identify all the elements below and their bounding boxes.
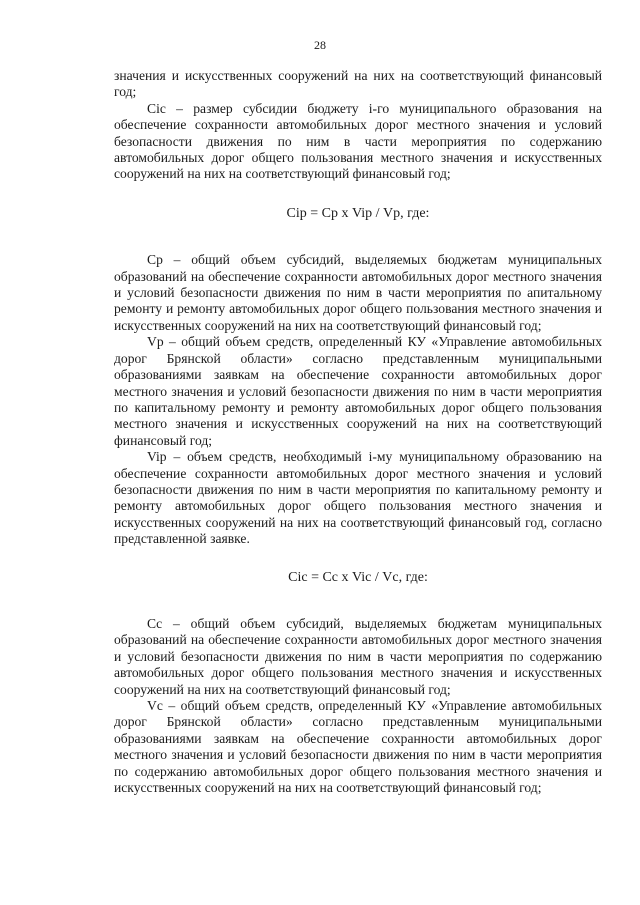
paragraph-cp-definition: Ср – общий объем субсидий, выделяемых бюджетам муниципальных образований на обеспечение сохранности автомобильных дорог местного значения и условий безопасности движения по ним в части мероприятия по апитальному ремонту и ремонту автомобильных дорог общего пользования местного значения и искусственных сооружений на них на соответствующий финансовый год; bbox=[114, 252, 602, 333]
paragraph-vip-definition: Viр – объем средств, необходимый i-му муниципальному образованию на обеспечение сохранности автомобильных дорог местного значения и условий безопасности движения по ним в части мероприятия по капитальному ремонту и ремонту автомобильных дорог общего пользования местного значения и искусственных сооружений на них на соответствующий финансовый год, согласно представленной заявке. bbox=[114, 449, 602, 547]
formula-cip: Ciр = Ср х Viр / Vр, где: bbox=[286, 205, 430, 221]
page-number: 28 bbox=[314, 38, 326, 52]
formula-cic: Ciс = Cс х Viс / Vс, где: bbox=[288, 569, 428, 585]
paragraph-vp-definition: Vр – общий объем средств, определенный КУ «Управление автомобильных дорог Брянской области» согласно представленным муниципальными образованиями заявкам на обеспечение сохранности автомобильных дорог местного значения и условий безопасности движения по ним в части мероприятия по капитальному ремонту и ремонту автомобильных дорог общего пользования местного значения и искусственных сооружений на них на соответствующий финансовый год; bbox=[114, 334, 602, 448]
paragraph-continuation: значения и искусственных сооружений на них на соответствующий финансовый год; bbox=[114, 68, 602, 100]
paragraph-vc-definition: Vс – общий объем средств, определенный КУ «Управление автомобильных дорог Брянской области» согласно представленным муниципальными образованиями заявкам на обеспечение сохранности автомобильных дорог местного значения и условий безопасности движения по ним в части мероприятия по содержанию автомобильных дорог общего пользования местного значения и искусственных сооружений на них на соответствующий финансовый год; bbox=[114, 698, 602, 796]
document-body bbox=[114, 68, 602, 796]
paragraph-cc-definition: Cс – общий объем субсидий, выделяемых бюджетам муниципальных образований на обеспечение сохранности автомобильных дорог местного значения и условий безопасности движения по ним в части мероприятия по содержанию автомобильных дорог общего пользования местного значения и искусственных сооружений на них на соответствующий финансовый год; bbox=[114, 615, 602, 697]
paragraph-cic-definition: Ciс – размер субсидии бюджету i-го муниципального образования на обеспечение сохранности автомобильных дорог местного значения и условий безопасности движения по ним в части мероприятия по содержанию автомобильных дорог общего пользования местного значения и искусственных сооружений на них на соответствующий финансовый год; bbox=[114, 100, 602, 182]
